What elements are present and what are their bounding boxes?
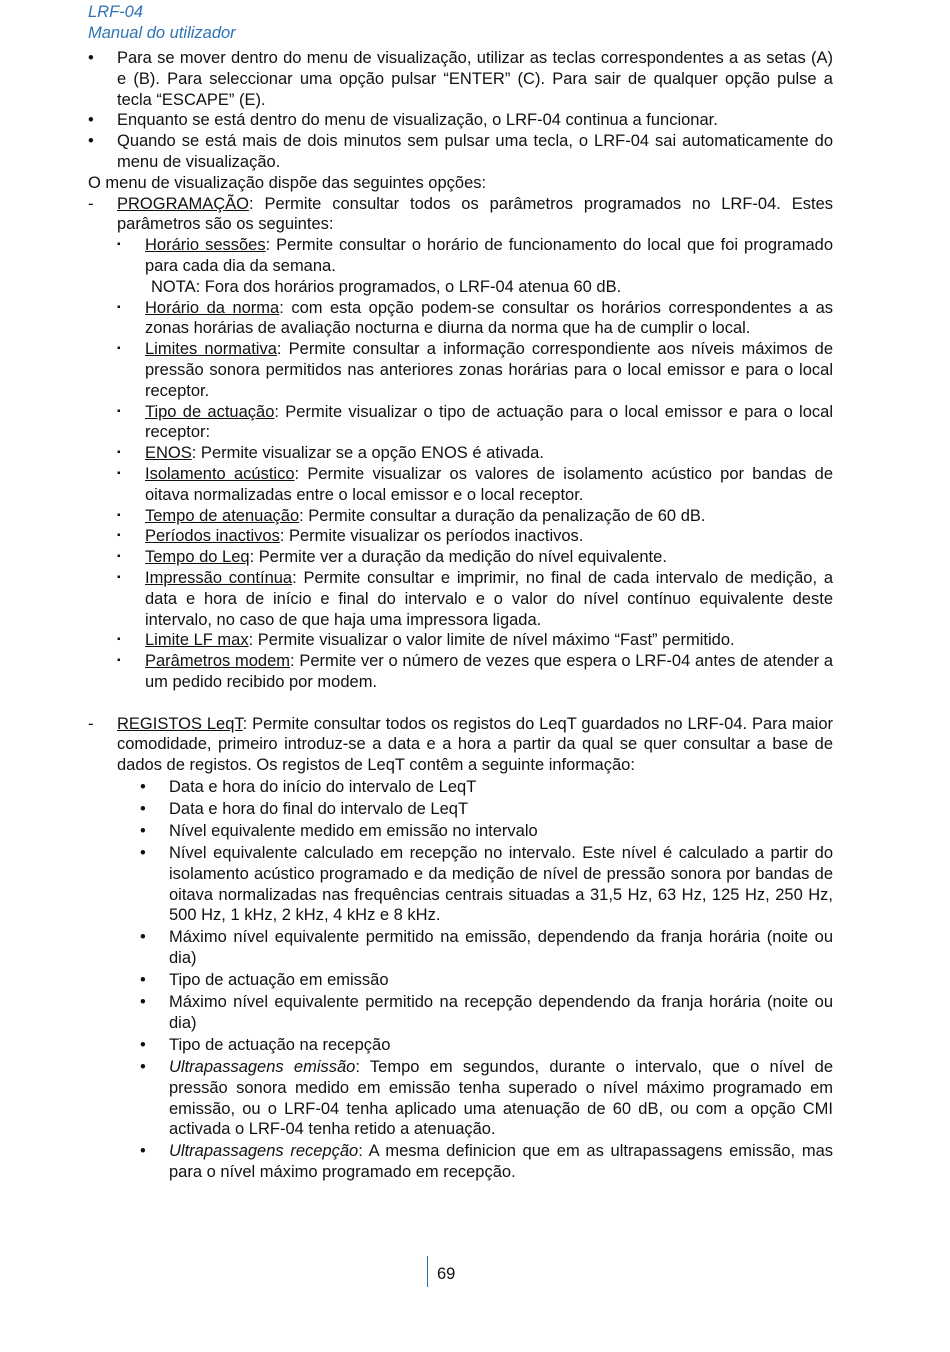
square-marker: ▪ [117, 301, 121, 313]
intro-bullet [88, 48, 833, 110]
param-text: : Permite consultar o horário de funcionamento do local que foi programado para cada dia da semana. [145, 236, 834, 275]
param-item [117, 235, 833, 277]
record-field-text: Máximo nível equivalente permitido na emissão, dependendo da franja horária (noite ou dia) [169, 928, 833, 968]
param-item [117, 547, 833, 568]
record-field-text: : Tempo em segundos, durante o intervalo, que o nível de pressão sonora medido em emissão tenha superado o nível máximo programado em emissão, ou o LRF-04 tenha aplicado uma atenuação de 60 dB, ou com a opção CMI activada o LRF-04 tenha retido a atenuação. [169, 1057, 834, 1139]
record-field-text: Nível equivalente calculado em recepção no intervalo. Este nível é calculado a partir do isolamento acústico programado e da medição de nível de pressão sonora por bandas de oitava normalizadas nas frequências centrais situadas a 31,5 Hz, 63 Hz, 125 Hz, 250 Hz, 500 Hz, 1 kHz, 2 kHz, 4 kHz e 8 kHz. [169, 844, 833, 925]
param-text: : Permite visualizar os períodos inactivos. [279, 527, 584, 546]
record-field [140, 821, 833, 842]
dash-marker: - [88, 714, 94, 733]
param-text: : Permite visualizar se a opção ENOS é ativada. [191, 444, 544, 463]
record-field-text: Data e hora do início do intervalo de LeqT [169, 778, 477, 797]
bullet-marker: • [88, 111, 94, 130]
section-text: : Permite consultar todos os registos do LeqT guardados no LRF-04. Para maior comodidade, primeiro introduz-se a data e a hora a partir da qual se quer consultar a base de dados de registos. Os registos de LeqT contêm a seguinte informação: [117, 714, 833, 775]
intro-bullet-text: Enquanto se está dentro do menu de visualização, o LRF-04 continua a funcionar. [117, 111, 718, 130]
square-marker: ▪ [117, 467, 121, 479]
param-term: Tempo do Leq [145, 548, 250, 567]
footer-divider [427, 1256, 428, 1287]
square-marker: ▪ [117, 571, 121, 583]
header-product: LRF-04 [88, 3, 144, 21]
section-programacao [88, 194, 833, 236]
param-term: Horário sessões [145, 236, 266, 255]
record-field [140, 992, 833, 1034]
record-field [140, 777, 833, 798]
param-term: Tipo de actuação [145, 402, 275, 421]
square-marker: ▪ [117, 509, 121, 521]
record-field [140, 1035, 833, 1056]
record-field-term: Ultrapassagens recepção [169, 1142, 359, 1161]
param-term: Isolamento acústico [145, 464, 295, 483]
bullet-marker: • [140, 928, 146, 947]
intro-bullet-text: Quando se está mais de dois minutos sem pulsar uma tecla, o LRF-04 sai automaticamente do menu de visualização. [117, 132, 833, 171]
intro-bullet [88, 131, 833, 173]
bullet-marker: • [140, 800, 146, 819]
param-item [117, 568, 833, 630]
param-term: Horário da norma [145, 298, 280, 317]
intro-bullet-text: Para se mover dentro do menu de visualização, utilizar as teclas correspondentes a as setas (A) e (B). Para seleccionar uma opção pulsar “ENTER” (C). Para sair de qualquer opção pulse a tecla “ESCAPE” (E). [117, 49, 833, 109]
section-term: PROGRAMAÇÃO [117, 194, 250, 213]
param-term: Limite LF max [145, 631, 249, 650]
square-marker: ▪ [117, 530, 121, 542]
bullet-marker: • [88, 49, 94, 67]
page-body [88, 48, 833, 1183]
bullet-marker: • [140, 993, 146, 1012]
record-field-text: : A mesma definicion que em as ultrapassagens emissão, mas para o nível máximo programado em recepção. [169, 1142, 834, 1182]
square-marker: ▪ [117, 405, 121, 417]
param-term: Limites normativa [145, 340, 277, 359]
param-item [117, 298, 833, 340]
param-text: : Permite consultar a duração da penalização de 60 dB. [299, 506, 706, 525]
bullet-marker: • [140, 778, 146, 797]
param-item [117, 339, 833, 401]
param-item [117, 651, 833, 693]
record-field [140, 927, 833, 969]
section-registos [88, 714, 833, 776]
param-text: : Permite visualizar o tipo de actuação para o local emissor e para o local receptor: [145, 402, 833, 442]
note: NOTA: Fora dos horários programados, o LRF-04 atenua 60 dB. [151, 277, 622, 296]
param-text: : Permite visualizar o valor limite de nível máximo “Fast” permitido. [248, 631, 735, 650]
param-term: Impressão contínua [145, 568, 293, 587]
record-field-term: Ultrapassagens emissão [169, 1057, 356, 1076]
bullet-marker: • [88, 132, 94, 151]
square-marker: ▪ [117, 655, 121, 667]
spacer [88, 693, 833, 714]
record-field [140, 970, 833, 991]
page-number: 69 [437, 1265, 456, 1283]
param-item [117, 630, 833, 651]
section-text: : Permite consultar todos os parâmetros programados no LRF-04. Estes parâmetros são os seguintes: [117, 194, 833, 234]
square-marker: ▪ [117, 239, 121, 251]
menu-intro: O menu de visualização dispõe das seguintes opções: [88, 173, 487, 192]
intro-bullet [88, 110, 833, 131]
record-field [140, 1057, 833, 1140]
record-field [140, 1141, 833, 1183]
record-field-text: Máximo nível equivalente permitido na recepção dependendo da franja horária (noite ou dia) [169, 993, 833, 1032]
square-marker: ▪ [117, 551, 121, 563]
param-term: Períodos inactivos [145, 527, 280, 546]
param-text: : Permite ver a duração da medição do nível equivalente. [249, 548, 667, 567]
param-text: : Permite ver o número de vezes que espera o LRF-04 antes de atender a um pedido recibido por modem. [145, 652, 833, 691]
bullet-marker: • [140, 971, 146, 990]
param-item [117, 506, 833, 527]
param-term: ENOS [145, 444, 192, 463]
square-marker: ▪ [117, 634, 121, 646]
param-text: : Permite consultar e imprimir, no final de cada intervalo de medição, a data e hora de início e final do intervalo e o valor do nível contínuo equivalente deste intervalo, no caso de que haja uma impressora ligada. [145, 568, 834, 629]
bullet-marker: • [140, 1142, 146, 1161]
param-item [117, 526, 833, 547]
bullet-marker: • [140, 1057, 146, 1076]
record-field [140, 799, 833, 820]
record-field [140, 843, 833, 926]
bullet-marker: • [140, 822, 146, 841]
param-item [117, 402, 833, 444]
square-marker: ▪ [117, 447, 121, 459]
section-term: REGISTOS LeqT [117, 714, 243, 733]
param-term: Tempo de atenuação [145, 506, 300, 525]
record-field-text: Nível equivalente medido em emissão no intervalo [169, 822, 538, 841]
param-term: Parâmetros modem [145, 652, 291, 671]
page-header [88, 2, 236, 44]
param-item [117, 464, 833, 506]
square-marker: ▪ [117, 343, 121, 355]
header-manual-title: Manual do utilizador [88, 24, 236, 42]
bullet-marker: • [140, 844, 146, 863]
dash-marker: - [88, 194, 94, 213]
record-field-text: Tipo de actuação na recepção [169, 1035, 391, 1054]
param-text: : Permite consultar a informação correspondiente aos níveis máximos de pressão sonora permitidos nas anteriores zonas horárias para o local emissor e para o local receptor. [145, 340, 833, 400]
param-text: : com esta opção podem-se consultar os horários correspondentes a as zonas horárias de avaliação nocturna e diurna da norma que ha de cumplir o local. [145, 298, 834, 338]
record-field-text: Data e hora do final do intervalo de LeqT [169, 800, 469, 819]
param-text: : Permite visualizar os valores de isolamento acústico por bandas de oitava normalizadas entre o local emissor e o local receptor. [145, 464, 834, 504]
param-item [117, 443, 833, 464]
bullet-marker: • [140, 1035, 146, 1054]
record-field-text: Tipo de actuação em emissão [169, 971, 389, 990]
